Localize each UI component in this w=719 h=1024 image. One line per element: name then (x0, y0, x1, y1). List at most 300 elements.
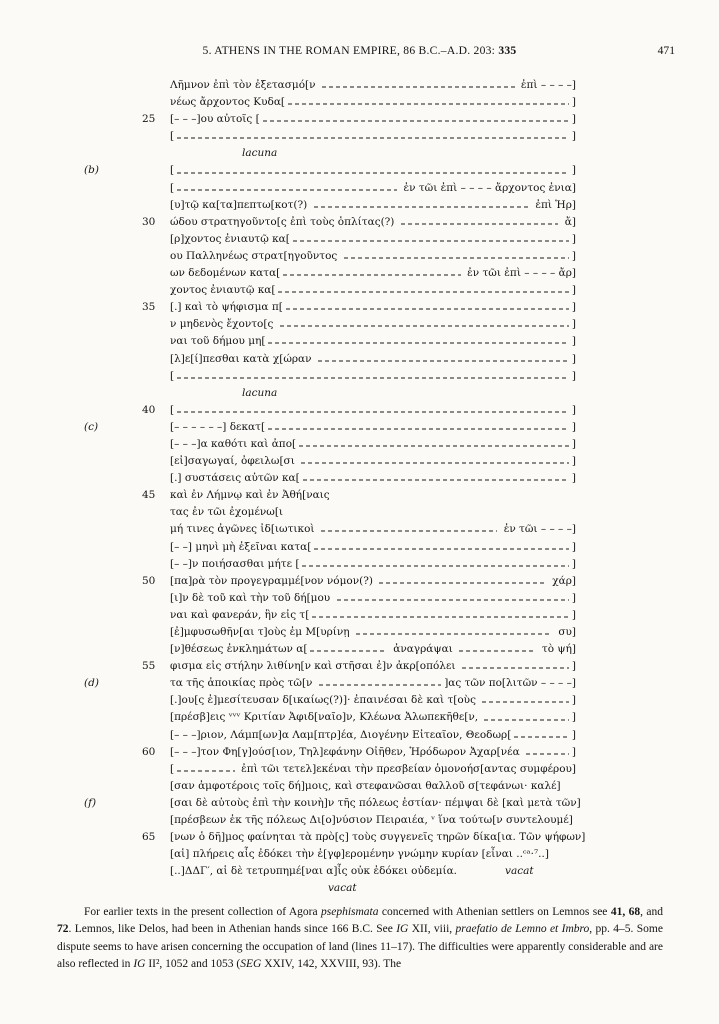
greek-text: [πρέσβ]εις ᵛᵛᵛ Κριτίαν Ἀφιδ[ναῖο]ν, Κλέωνα Ἀλωπεκῆθε[ν, (170, 711, 482, 724)
greek-text: [– – –]ου αὐτοῖς [ (170, 113, 260, 126)
greek-text: ἐπὶ Ἡρ] (531, 198, 576, 211)
transcription-row (84, 162, 576, 179)
line-number: 50 (142, 574, 156, 587)
commentary-segment: SEG (240, 957, 262, 970)
section-letter (84, 607, 142, 624)
line-number (142, 727, 170, 744)
greek-line (170, 761, 576, 778)
greek-text: νέως ἄρχοντος Κυδα[ (170, 96, 286, 109)
greek-text: [πα]ρὰ τὸν προγεγραμμέ[νον νόμον(?) (170, 574, 377, 587)
line-number (142, 641, 170, 658)
greek-text: ] (571, 284, 576, 297)
greek-text: ] (571, 352, 576, 365)
greek-line (170, 128, 576, 145)
line-number (142, 351, 170, 368)
running-head (0, 44, 719, 57)
transcription-row (84, 709, 576, 726)
line-number (142, 231, 170, 248)
line-number (142, 385, 170, 402)
greek-line (170, 77, 576, 94)
section-letter (84, 248, 142, 265)
greek-text: χάρ] (548, 574, 576, 587)
greek-line (170, 863, 576, 880)
section-letter (84, 128, 142, 145)
transcription-row (84, 863, 576, 880)
transcription-row (84, 180, 576, 197)
greek-text: ] (571, 728, 576, 741)
greek-text: Λῆμνον ἐπὶ τὸν ἐξετασμό[ν (170, 79, 319, 91)
transcription-row (84, 624, 576, 641)
line-number (142, 197, 170, 214)
lacuna-row (84, 385, 576, 402)
greek-text: [ι]ν δὲ τοῦ καὶ τὴν τοῦ δή[μου (170, 591, 334, 604)
lacuna-dashes (177, 189, 397, 190)
section-letter (84, 351, 142, 368)
greek-line (170, 419, 576, 436)
line-number (142, 556, 170, 573)
greek-line (170, 658, 576, 675)
lacuna-dashes (302, 565, 568, 566)
greek-text: ων δεδομένων κατα[ (170, 267, 281, 280)
greek-line (170, 436, 576, 453)
greek-text: ἐν τῶι ἐπὶ – – – – ἄρχοντος ἐνια] (400, 181, 576, 194)
greek-line (170, 539, 576, 556)
section-letter (84, 880, 142, 897)
greek-line (170, 624, 576, 641)
section-letter (84, 709, 142, 726)
greek-text: συ] (555, 626, 576, 638)
greek-text: ] (571, 369, 576, 382)
greek-text: ναι τοῦ δήμου μη[ (170, 335, 266, 348)
section-letter (84, 863, 142, 880)
line-number: 65 (142, 831, 156, 844)
section-letter (84, 487, 142, 504)
transcription-row (84, 504, 576, 521)
greek-text: ] (571, 437, 576, 450)
greek-text: [σαν ἀμφοτέροις τοῖς δή]μοις, καὶ στεφανῶσαι θαλλοῦ σ[τεφάνωι· καλέ] (170, 779, 561, 792)
greek-text: [ (170, 403, 175, 416)
transcription-row (84, 94, 576, 111)
commentary-segment: praefatio de Lemno et Imbro (455, 923, 590, 936)
line-number (142, 94, 170, 111)
section-letter: (c) (84, 420, 99, 433)
transcription-row (84, 539, 576, 556)
section-letter (84, 94, 142, 111)
lacuna-dashes (286, 309, 569, 310)
line-number (142, 316, 170, 333)
transcription-row (84, 556, 576, 573)
greek-text: [– –]ν ποιήσασθαι μήτε [ (170, 557, 300, 570)
transcription-row (84, 829, 586, 846)
greek-text: ] (571, 591, 576, 604)
greek-text: ] (571, 472, 576, 485)
lacuna-dashes (288, 104, 569, 105)
greek-text: ] (571, 130, 576, 143)
transcription-row (84, 128, 576, 145)
transcription-row (84, 658, 576, 675)
greek-text: ἐπὶ – – – –] (517, 79, 576, 91)
lacuna-dashes (344, 257, 569, 258)
line-number: 45 (142, 489, 156, 502)
greek-text: ἄ] (561, 215, 576, 228)
greek-text: ] (571, 660, 576, 673)
centered-note: lacuna (242, 386, 278, 399)
section-letter (84, 744, 142, 761)
commentary-segment: For earlier texts in the present collection of Agora (84, 906, 321, 918)
transcription-row (84, 453, 576, 470)
lacuna-dashes (526, 753, 569, 754)
running-head-title: 5. ATHENS IN THE ROMAN EMPIRE, 86 B.C.–A.D. 203: (202, 44, 499, 57)
line-number (142, 453, 170, 470)
running-head-item-number: 335 (498, 44, 517, 57)
lacuna-dashes (177, 172, 569, 173)
greek-text: [– – –]ριον, Λάμπ[ων]α Λαμ[πτρ]έα, Διογένην Εἰτεαῖον, Θεοδωρ[ (170, 728, 512, 741)
commentary-segment: psephismata (321, 906, 379, 918)
transcription-row (84, 590, 576, 607)
greek-text: ] (571, 335, 576, 348)
transcription-row (84, 692, 576, 709)
commentary-segment: XII, viii, (408, 923, 456, 936)
greek-line (170, 470, 576, 487)
transcription-row (84, 77, 576, 94)
commentary-segment: II², 1052 and 1053 ( (145, 957, 241, 970)
line-number (142, 521, 170, 538)
commentary-segment: concerned with Athenian settlers on Lemnos see (378, 906, 611, 918)
transcription-row (84, 111, 576, 128)
greek-line (170, 351, 576, 368)
lacuna-dashes (318, 360, 569, 361)
greek-text: [– – –]τον Φη[γ]ούσ[ιον, Τηλ]εφάνην Οἰῆθεν, Ἡρόδωρον Ἀχαρ[νέα (170, 745, 524, 758)
line-number (142, 419, 170, 436)
lacuna-dashes (263, 121, 569, 122)
commentary-segment: XXIV, 142, XXVIII, 93). The (261, 957, 402, 970)
greek-line (170, 265, 576, 282)
lacuna-dashes (314, 548, 569, 549)
transcription-row (84, 316, 576, 333)
section-letter (84, 231, 142, 248)
transcription-row (84, 727, 576, 744)
greek-text: ἐν τῶι – – – –] (500, 523, 576, 536)
greek-text: ] (571, 96, 576, 109)
line-number (142, 880, 170, 897)
line-number (142, 504, 170, 521)
greek-text: ] (571, 318, 576, 331)
section-letter: (b) (84, 164, 99, 177)
greek-text: [..]ΔΔΓ′, αἱ δὲ τετρυπημέ[ναι α]ἷς οὐκ ἐδόκει οὐδεμία. (170, 865, 458, 878)
line-number (142, 145, 170, 162)
section-letter: (d) (84, 677, 99, 690)
section-letter (84, 77, 142, 94)
line-number (142, 863, 170, 880)
greek-text: [.] καὶ τὸ ψήφισμα π[ (170, 301, 283, 314)
line-number (142, 795, 170, 812)
greek-text: [εἰ]σαγωγαί, ὀφειλω[σι (170, 455, 299, 468)
greek-text: χοντος ἐνιαυτῷ κα[ (170, 284, 276, 297)
transcription-row (84, 214, 576, 231)
lacuna-dashes (299, 446, 569, 447)
lacuna-dashes (356, 634, 552, 635)
line-number (142, 761, 170, 778)
commentary-segment: . Lemnos, like Delos, had been in Athenian hands since 166 B.C. See (68, 923, 397, 936)
greek-text: ]ας τῶν πο[λιτῶν – – – –] (444, 677, 576, 690)
lacuna-dashes (303, 480, 569, 481)
greek-text: ] (571, 557, 576, 570)
greek-line (170, 573, 576, 590)
greek-text: ἀναγράψαι (389, 643, 457, 656)
transcription-row (84, 282, 576, 299)
greek-text: ου Παλληνέως στρατ[ηγοῦντος (170, 249, 341, 262)
line-number (142, 709, 170, 726)
vacat-row (84, 880, 576, 897)
greek-text: [ (170, 369, 175, 382)
greek-text: [πρέσβεων ἐκ τῆς πόλεως Δι[ο]νύσιον Πειραιέα, ᵛ ἵνα τούτω[ν συντελουμέ] (170, 814, 573, 827)
transcription-row (84, 368, 576, 385)
lacuna-dashes (462, 668, 569, 669)
greek-line (170, 521, 576, 538)
greek-line (170, 709, 576, 726)
section-letter (84, 265, 142, 282)
greek-line (170, 727, 576, 744)
line-number (142, 675, 170, 692)
line-number (142, 778, 170, 795)
transcription-row (84, 419, 576, 436)
greek-line (170, 453, 576, 470)
greek-text: [ν]θέσεως ἐνκλημάτων α[ (170, 643, 308, 656)
lacuna-dashes (314, 206, 529, 207)
greek-line (170, 180, 576, 197)
lacuna-dashes (484, 719, 568, 720)
lacuna-dashes (293, 240, 569, 241)
lacuna-dashes (310, 651, 386, 652)
line-number (142, 180, 170, 197)
lacuna-dashes (401, 223, 559, 224)
commentary-segment: 72 (57, 923, 69, 936)
lacuna-dashes (301, 463, 569, 464)
section-letter (84, 180, 142, 197)
centered-note: lacuna (242, 147, 278, 160)
greek-text: φισμα εἰς στήλην λιθίνη[ν καὶ στῆσαι ἐ]ν ἀκρ[οπόλει (170, 660, 459, 673)
greek-text: [νων ὁ δῆ]μος φαίνηται τὰ πρὸ[ς] τοὺς συγγενεῖς τηρῶν δίκα[ια. Τῶν ψήφων] (170, 831, 586, 844)
commentary-segment: , pp. 4–5. Some dispute seems to have arisen concerning the occupation of land (lines 11–17). The difficulties were apparently considerable and are also reflected in (57, 923, 663, 970)
greek-text: ] (571, 232, 576, 245)
greek-line (170, 556, 576, 573)
line-number (142, 812, 170, 829)
lacuna-dashes (459, 651, 535, 652)
greek-text: [ (170, 181, 175, 194)
greek-text: ναι καὶ φανεράν, ἣν εἰς τ[ (170, 608, 310, 621)
greek-text: [ρ]χοντος ἐνιαυτῷ κα[ (170, 232, 290, 245)
greek-line (170, 316, 576, 333)
section-letter (84, 316, 142, 333)
line-number: 55 (142, 660, 156, 673)
section-letter (84, 624, 142, 641)
commentary-segment: IG (396, 923, 409, 936)
transcription-row (84, 333, 576, 350)
greek-text: [– – – – – –] δεκατ[ (170, 420, 266, 433)
lacuna-dashes (319, 685, 441, 686)
greek-line (170, 248, 576, 265)
section-letter (84, 812, 142, 829)
line-number (142, 539, 170, 556)
section-letter (84, 846, 142, 863)
commentary-paragraph (57, 904, 663, 973)
greek-text: μή τινες ἀγῶνες ἰδ[ιωτικοὶ (170, 523, 318, 536)
section-letter (84, 829, 142, 846)
greek-line (170, 402, 576, 419)
section-letter (84, 299, 142, 316)
lacuna-dashes (482, 702, 569, 703)
greek-text: ώδου στρατηγοῦντο[ς ἐπὶ τοὺς ὁπλίτας(?) (170, 215, 398, 228)
greek-text: τὸ ψή] (538, 643, 576, 656)
transcription-row (84, 487, 576, 504)
greek-text: ] (571, 403, 576, 416)
transcription-row (84, 351, 576, 368)
line-number (142, 692, 170, 709)
section-letter (84, 590, 142, 607)
section-letter (84, 556, 142, 573)
greek-line (170, 812, 576, 829)
greek-line (170, 282, 576, 299)
greek-text: ] (571, 113, 576, 126)
section-letter (84, 727, 142, 744)
transcription-row (84, 231, 576, 248)
greek-line (170, 111, 576, 128)
greek-text: ἐπὶ τῶι τετελ]εκέναι τὴν πρεσβείαν ὁμονοήσ[αντας συμφέρου] (237, 762, 576, 775)
greek-text: ] (571, 420, 576, 433)
greek-line (170, 846, 576, 863)
transcription-row (84, 675, 576, 692)
greek-line (170, 333, 576, 350)
transcription-row (84, 573, 576, 590)
transcription-row (84, 248, 576, 265)
line-number: 30 (142, 215, 156, 228)
lacuna-dashes (278, 292, 568, 293)
section-letter (84, 333, 142, 350)
greek-text: [ἐ]μφυσωθῆν[αι τ]οὺς ἐμ Μ[υρίνῃ (170, 626, 353, 638)
greek-line (170, 590, 576, 607)
transcription-row (84, 744, 576, 761)
greek-line (170, 214, 576, 231)
section-letter (84, 111, 142, 128)
transcription-row (84, 265, 576, 282)
lacuna-dashes (177, 411, 569, 412)
transcription-row (84, 795, 581, 812)
line-number (142, 162, 170, 179)
lacuna-dashes (312, 616, 569, 617)
section-letter (84, 778, 142, 795)
greek-text: ] (571, 540, 576, 553)
transcription-row (84, 641, 576, 658)
greek-text: ] (571, 694, 576, 707)
line-number: 35 (142, 301, 156, 314)
greek-text: ν μηδενὸς ἔχοντο[ς (170, 318, 277, 331)
transcription-body (84, 77, 586, 898)
transcription-row (84, 436, 576, 453)
line-number (142, 368, 170, 385)
section-letter (84, 692, 142, 709)
section-letter (84, 145, 142, 162)
lacuna-dashes (177, 770, 235, 771)
greek-line (170, 162, 576, 179)
greek-text: ] (571, 745, 576, 758)
greek-text: ] (571, 164, 576, 177)
greek-text: ] (571, 711, 576, 724)
section-letter (84, 402, 142, 419)
greek-line (170, 299, 576, 316)
line-number (142, 128, 170, 145)
greek-text: [– –] μηνὶ μὴ ἐξεῖναι κατα[ (170, 540, 312, 553)
greek-line (170, 487, 576, 504)
greek-text: ] (571, 608, 576, 621)
section-letter (84, 658, 142, 675)
greek-line (170, 744, 576, 761)
greek-text: [αἱ] πλήρεις αἷς ἐδόκει τὴν ἐ[γφ]ερομένην γνώμην κυρίαν [εἶναι ..ᶜᵃ·⁷..] (170, 848, 549, 861)
lacuna-dashes (268, 343, 568, 344)
greek-text: ἐν τῶι ἐπὶ – – – – ἄρ] (463, 267, 576, 280)
greek-text: τα τῆς ἀποικίας πρὸς τῶ[ν (170, 677, 316, 690)
transcription-row (84, 402, 576, 419)
greek-line (170, 368, 576, 385)
section-letter (84, 436, 142, 453)
lacuna-row (84, 145, 576, 162)
page-number: 471 (657, 44, 675, 57)
greek-text: [ (170, 762, 175, 775)
greek-line (170, 778, 576, 795)
lacuna-dashes (322, 87, 515, 88)
section-letter (84, 504, 142, 521)
greek-text: [– – –]α καθότι καὶ ἀπο[ (170, 437, 297, 450)
transcription-row (84, 812, 576, 829)
line-number: 40 (142, 403, 156, 416)
section-letter (84, 197, 142, 214)
line-number (142, 436, 170, 453)
section-letter (84, 214, 142, 231)
transcription-row (84, 761, 576, 778)
transcription-row (84, 470, 576, 487)
lacuna-dashes (177, 377, 569, 378)
greek-line (170, 675, 576, 692)
section-letter (84, 282, 142, 299)
section-letter (84, 539, 142, 556)
line-number (142, 333, 170, 350)
greek-line (170, 829, 586, 846)
section-letter: (f) (84, 796, 97, 809)
greek-line (170, 795, 581, 812)
lacuna-dashes (268, 428, 569, 429)
line-number: 25 (142, 113, 156, 126)
greek-text: τας ἐν τῶι ἐχομένω[ι (170, 506, 284, 519)
greek-line (170, 197, 576, 214)
lacuna-dashes (321, 531, 497, 532)
line-number (142, 77, 170, 94)
section-letter (84, 453, 142, 470)
greek-line (170, 692, 576, 709)
lacuna-dashes (283, 275, 461, 276)
transcription-row (84, 299, 576, 316)
greek-text: ] (571, 301, 576, 314)
lacuna-dashes (177, 138, 569, 139)
line-number (142, 470, 170, 487)
line-number (142, 248, 170, 265)
section-letter (84, 385, 142, 402)
greek-line (170, 607, 576, 624)
greek-text: καὶ ἐν Λήμνῳ καὶ ἐν Ἀθή[ναις (170, 489, 330, 502)
section-letter (84, 761, 142, 778)
greek-line (170, 94, 576, 111)
line-number (142, 282, 170, 299)
lacuna-dashes (280, 326, 569, 327)
transcription-row (84, 846, 576, 863)
